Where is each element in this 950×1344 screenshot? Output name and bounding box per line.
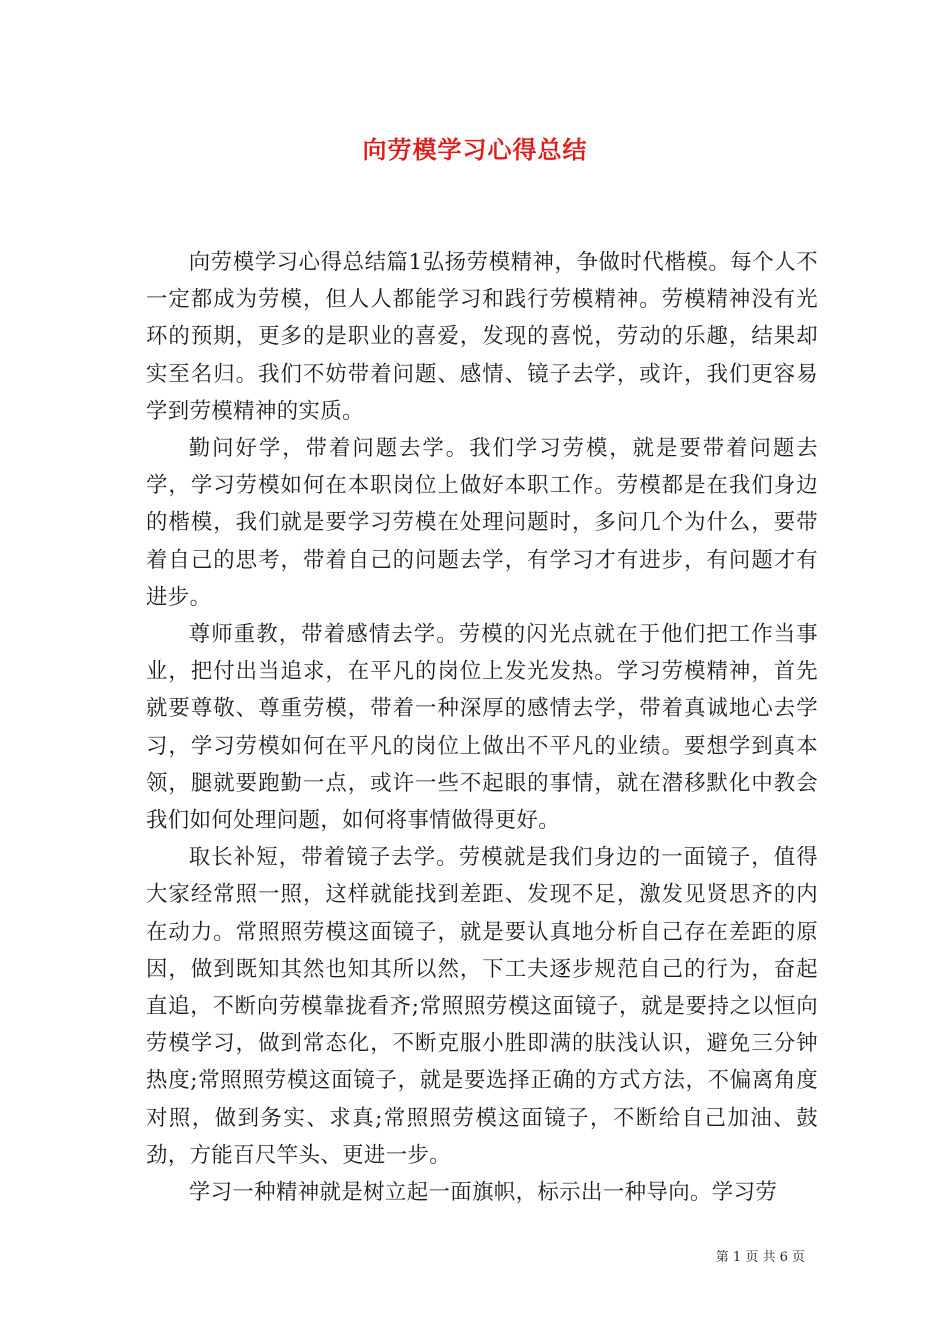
paragraph-3: 尊师重教，带着感情去学。劳模的闪光点就在于他们把工作当事业，把付出当追求，在平凡的岗位上发光发热。学习劳模精神，首先就要尊敬、尊重劳模，带着一种深厚的感情去学，带着真诚地心去学习，学习劳模如何在平凡的岗位上做出不平凡的业绩。要想学到真本领，腿就要跑勤一点，或许一些不起眼的事情，就在潜移默化中教会我们如何处理问题，如何将事情做得更好。 [146,622,818,834]
page-number: 第 1 页 共 6 页 [715,1250,805,1265]
paragraph-4: 取长补短，带着镜子去学。劳模就是我们身边的一面镜子，值得大家经常照一照，这样就能找到差距、发现不足，激发见贤思齐的内在动力。常照照劳模这面镜子，就是要认真地分析自己存在差距的原因，做到既知其然也知其所以然，下工夫逐步规范自己的行为，奋起直追，不断向劳模靠拢看齐;常照照劳模这面镜子，就是要持之以恒向劳模学习，做到常态化，不断克服小胜即满的肤浅认识，避免三分钟热度;常照照劳模这面镜子，就是要选择正确的方式方法，不偏离角度对照，做到务实、求真;常照照劳模这面镜子，不断给自己加油、鼓劲，方能百尺竿头、更进一步。 [146,845,818,1168]
document-body [146,244,818,1211]
paragraph-2: 勤问好学，带着问题去学。我们学习劳模，就是要带着问题去学，学习劳模如何在本职岗位上做好本职工作。劳模都是在我们身边的楷模，我们就是要学习劳模在处理问题时，多问几个为什么，要带着自己的思考，带着自己的问题去学，有学习才有进步，有问题才有进步。 [146,436,818,610]
document-title: 向劳模学习心得总结 [362,135,588,164]
paragraph-5: 学习一种精神就是树立起一面旗帜，标示出一种导向。学习劳 [188,1180,778,1206]
paragraph-1: 向劳模学习心得总结篇1弘扬劳模精神，争做时代楷模。每个人不一定都成为劳模，但人人都能学习和践行劳模精神。劳模精神没有光环的预期，更多的是职业的喜爱，发现的喜悦，劳动的乐趣，结果却实至名归。我们不妨带着问题、感情、镜子去学，或许，我们更容易学到劳模精神的实质。 [146,250,818,424]
